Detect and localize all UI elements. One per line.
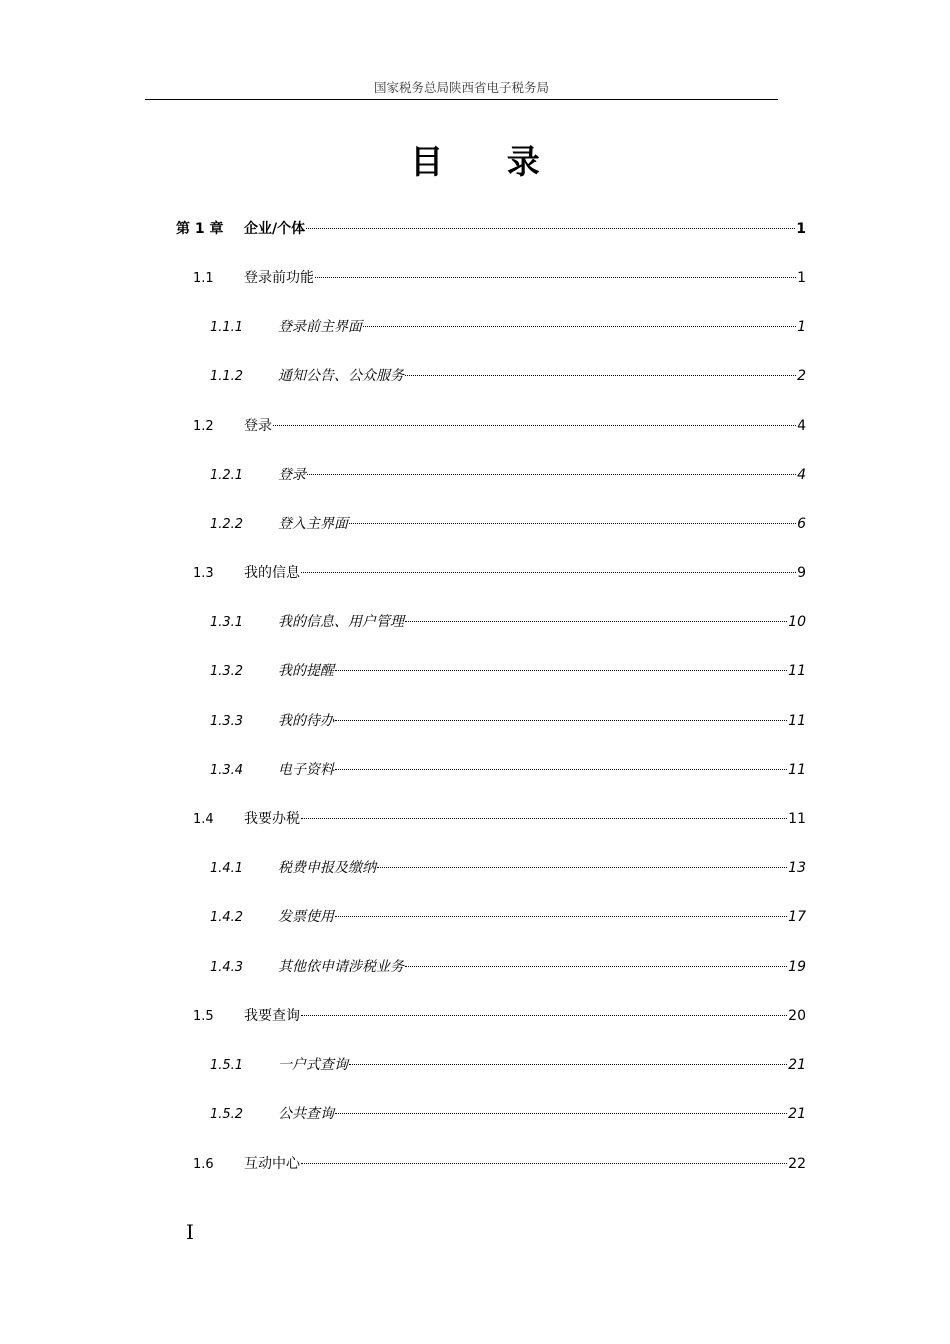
toc-page: 21 (788, 1057, 806, 1073)
toc-entry-1-3-1[interactable] (210, 611, 806, 633)
toc-entry-1-4-2[interactable] (210, 906, 806, 928)
toc-entry-1-5-2[interactable] (210, 1103, 806, 1125)
toc-leader (405, 966, 787, 967)
toc-label: 我要查询 (244, 1008, 300, 1024)
toc-entry-1-3-3[interactable] (210, 710, 806, 732)
toc-leader (273, 425, 796, 426)
toc-entry-1-4-1[interactable] (210, 857, 806, 879)
toc-page: 17 (788, 909, 806, 925)
toc-label: 公共查询 (278, 1106, 334, 1122)
toc-number: 1.4 (193, 812, 214, 827)
toc-label: 登录 (278, 467, 306, 483)
toc-number: 1.5.2 (210, 1107, 244, 1122)
toc-entry-1-1[interactable] (193, 267, 806, 289)
toc-label: 一户式查询 (278, 1057, 348, 1073)
toc-label: 我的待办 (278, 713, 334, 729)
toc-entry-1-2[interactable] (193, 415, 806, 437)
toc-number: 1.1 (193, 271, 214, 286)
toc-leader (363, 326, 796, 327)
toc-page: 1 (797, 270, 806, 286)
toc-leader (405, 375, 796, 376)
toc-leader (335, 769, 787, 770)
toc-leader (335, 1113, 787, 1114)
toc-entry-1-6[interactable] (193, 1153, 806, 1175)
toc-page: 9 (797, 565, 806, 581)
toc-entry-1-4-3[interactable] (210, 956, 806, 978)
toc-label: 我的信息、用户管理 (278, 614, 404, 630)
toc-label: 登入主界面 (278, 516, 348, 532)
toc-leader (301, 572, 796, 573)
toc-entry-1-2-2[interactable] (210, 513, 806, 535)
page-title: 目 录 (410, 142, 566, 181)
toc-leader (315, 277, 796, 278)
toc-label: 我的提醒 (278, 663, 334, 679)
toc-label: 互动中心 (244, 1156, 300, 1172)
toc-entry-1-4[interactable] (193, 808, 806, 830)
toc-page: 4 (797, 418, 806, 434)
toc-page: 22 (788, 1156, 806, 1172)
toc-leader (335, 670, 787, 671)
toc-page: 11 (788, 811, 806, 827)
toc-entry-1-5-1[interactable] (210, 1054, 806, 1076)
toc-number: 1.6 (193, 1157, 214, 1172)
toc-entry-1-1-2[interactable] (210, 365, 806, 387)
toc-page: 19 (788, 959, 806, 975)
toc-entry-1-2-1[interactable] (210, 464, 806, 486)
toc-number: 1.3.2 (210, 664, 244, 679)
toc-entry-1-1-1[interactable] (210, 316, 806, 338)
toc-leader (377, 867, 787, 868)
toc-leader (335, 916, 787, 917)
toc-entry-1-3-2[interactable] (210, 660, 806, 682)
toc-label: 企业/个体 (244, 221, 306, 237)
toc-number: 第 1 章 (176, 221, 224, 237)
page-number: I (186, 1220, 194, 1244)
toc-entry-1-3-4[interactable] (210, 759, 806, 781)
toc-page: 21 (788, 1106, 806, 1122)
toc-page: 4 (797, 467, 806, 483)
toc-leader (307, 474, 796, 475)
toc-label: 登录 (244, 418, 272, 434)
toc-page: 2 (797, 368, 806, 384)
toc-entry-1-5[interactable] (193, 1005, 806, 1027)
toc-leader (335, 720, 787, 721)
toc-number: 1.3 (193, 566, 214, 581)
toc-label: 电子资料 (278, 762, 334, 778)
toc-number: 1.4.1 (210, 861, 244, 876)
toc-number: 1.4.3 (210, 960, 244, 975)
toc-label: 登录前主界面 (278, 319, 362, 335)
toc-leader (301, 1163, 787, 1164)
toc-number: 1.3.4 (210, 763, 244, 778)
toc-number: 1.3.1 (210, 615, 244, 630)
toc-leader (301, 1015, 787, 1016)
page-header: 国家税务总局陕西省电子税务局 (145, 78, 778, 100)
toc-label: 发票使用 (278, 909, 334, 925)
toc-label: 我要办税 (244, 811, 300, 827)
toc-page: 20 (788, 1008, 806, 1024)
toc-entry-chapter-1[interactable] (176, 218, 806, 240)
toc-page: 1 (796, 221, 806, 237)
toc-leader (405, 621, 787, 622)
toc-page: 11 (788, 713, 806, 729)
toc-leader (349, 523, 796, 524)
toc-page: 11 (788, 663, 806, 679)
toc-number: 1.5.1 (210, 1058, 244, 1073)
toc-leader (301, 818, 787, 819)
toc-page: 13 (788, 860, 806, 876)
toc-number: 1.5 (193, 1009, 214, 1024)
toc-leader (349, 1064, 787, 1065)
toc-number: 1.4.2 (210, 910, 244, 925)
toc-number: 1.1.2 (210, 369, 244, 384)
toc-label: 我的信息 (244, 565, 300, 581)
toc-page: 11 (788, 762, 806, 778)
toc-label: 其他依申请涉税业务 (278, 959, 404, 975)
toc-page: 1 (797, 319, 806, 335)
toc-number: 1.3.3 (210, 714, 244, 729)
toc-label: 通知公告、公众服务 (278, 368, 404, 384)
toc-number: 1.2 (193, 419, 214, 434)
toc-page: 6 (797, 516, 806, 532)
toc-number: 1.2.2 (210, 517, 244, 532)
toc-number: 1.2.1 (210, 468, 244, 483)
toc-page: 10 (788, 614, 806, 630)
toc-label: 登录前功能 (244, 270, 314, 286)
toc-entry-1-3[interactable] (193, 562, 806, 584)
toc-label: 税费申报及缴纳 (278, 860, 376, 876)
toc-number: 1.1.1 (210, 320, 244, 335)
toc-leader (306, 228, 795, 229)
